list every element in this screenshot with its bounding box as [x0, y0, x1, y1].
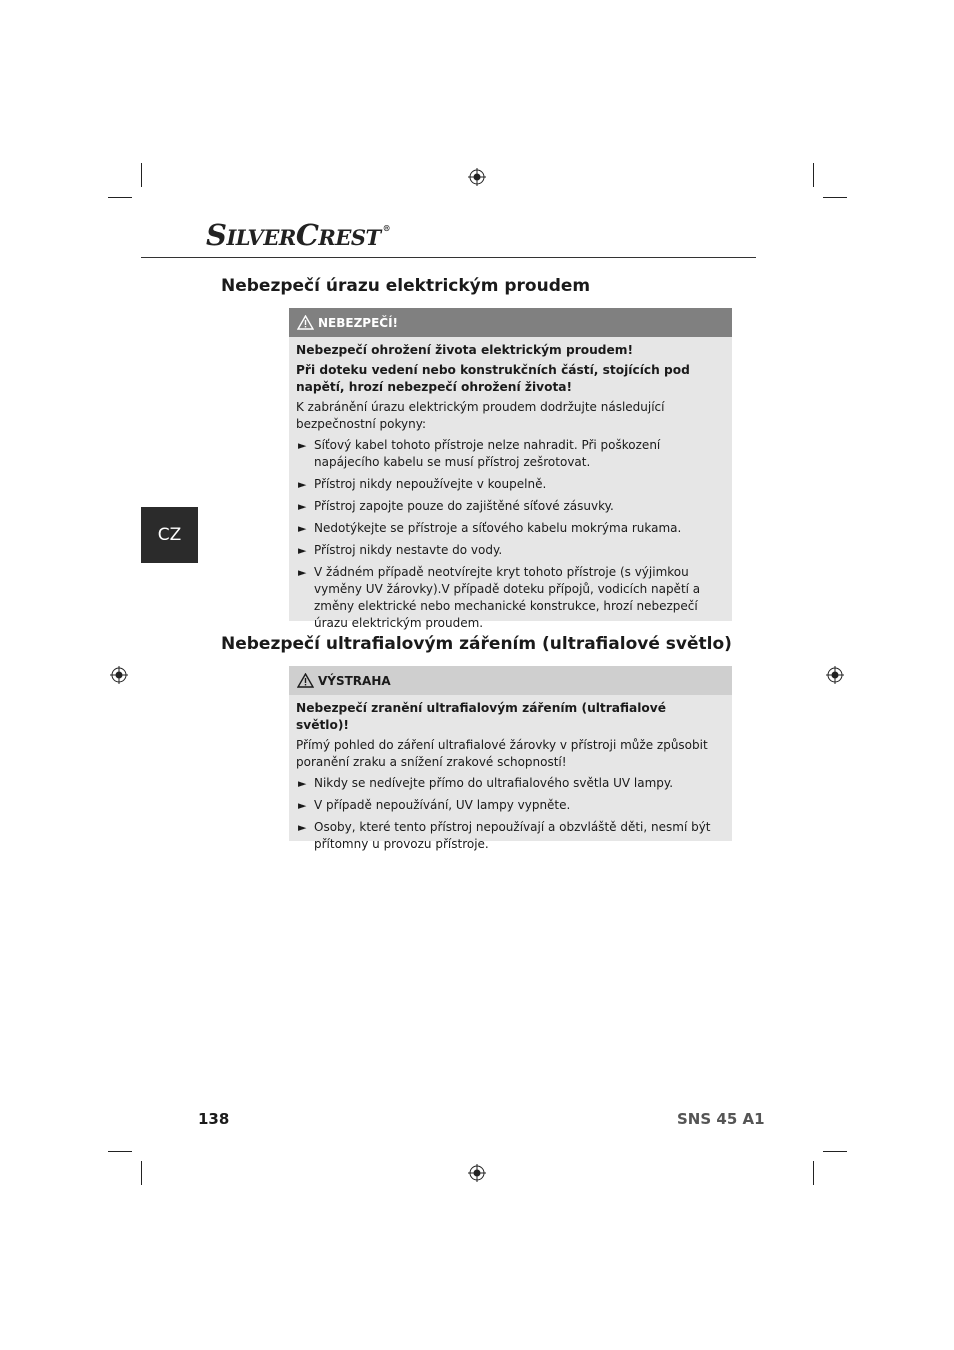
- registration-mark-icon: [110, 666, 128, 684]
- danger-box-body: [289, 337, 732, 641]
- crop-mark: [108, 1151, 132, 1152]
- list-item: [296, 437, 722, 471]
- bullet-arrow-icon: ►: [298, 566, 307, 579]
- crop-mark: [108, 197, 132, 198]
- danger-intro: K zabránění úrazu elektrickým proudem dodržujte následující bezpečnostní pokyny:: [296, 400, 665, 431]
- list-item: [296, 797, 722, 814]
- warning-box: [289, 666, 732, 851]
- list-item-text: V žádném případě neotvírejte kryt tohoto přístroje (s výjimkou vyměny UV žárovky).V případě doteku přípojů, vodicích napětí a změny elektrické nebo mechanické konstrukce, hrozí nebezpečí úrazu elektrickým proudem.: [314, 565, 701, 630]
- list-item: [296, 520, 722, 537]
- bullet-arrow-icon: ►: [298, 500, 307, 513]
- list-item-text: Síťový kabel tohoto přístroje nelze nahradit. Při poškození napájecího kabelu se musí přístroj zešrotovat.: [314, 438, 661, 469]
- list-item-text: Přístroj zapojte pouze do zajištěné síťové zásuvky.: [314, 499, 614, 513]
- crop-mark: [141, 163, 142, 187]
- list-item-text: Přístroj nikdy nepoužívejte v koupelně.: [314, 477, 547, 491]
- list-item-text: Nedotýkejte se přístroje a síťového kabelu mokrýma rukama.: [314, 521, 682, 535]
- danger-label: NEBEZPEČÍ!: [318, 315, 399, 330]
- warning-bold-line: Nebezpečí zranění ultrafialovým zářením (ultrafialové světlo)!: [296, 701, 666, 732]
- list-item: [296, 564, 722, 632]
- crop-mark: [823, 197, 847, 198]
- bullet-arrow-icon: ►: [298, 777, 307, 790]
- header-rule: [141, 257, 756, 258]
- warning-triangle-icon: [297, 315, 314, 330]
- list-item-text: Nikdy se nedívejte přímo do ultrafialového světla UV lampy.: [314, 776, 674, 790]
- list-item-text: Přístroj nikdy nestavte do vody.: [314, 543, 503, 557]
- model-number: SNS 45 A1: [677, 1110, 765, 1128]
- bullet-arrow-icon: ►: [298, 821, 307, 834]
- brand-logo: SILVERCREST ®: [206, 218, 391, 252]
- crop-mark: [823, 1151, 847, 1152]
- crop-mark: [141, 1161, 142, 1185]
- warning-triangle-icon: [297, 673, 314, 688]
- bullet-arrow-icon: ►: [298, 478, 307, 491]
- section-title-uv: Nebezpečí ultrafialovým zářením (ultrafialové světlo): [221, 634, 732, 654]
- list-item-text: Osoby, které tento přístroj nepoužívají a obzvláště děti, nesmí být přítomny u provozu přístroje.: [314, 820, 711, 851]
- bullet-arrow-icon: ►: [298, 799, 307, 812]
- danger-box-header: [289, 308, 732, 337]
- registration-mark-icon: [468, 1164, 486, 1182]
- danger-bold-line: Při doteku vedení nebo konstrukčních částí, stojících pod napětí, hrozí nebezpečí ohrožení života!: [296, 363, 690, 394]
- list-item: [296, 476, 722, 493]
- list-item: [296, 498, 722, 515]
- warning-label: VÝSTRAHA: [318, 673, 391, 688]
- crop-mark: [813, 1161, 814, 1185]
- registration-mark-icon: [826, 666, 844, 684]
- crop-mark: [813, 163, 814, 187]
- danger-box: [289, 308, 732, 630]
- bullet-arrow-icon: ►: [298, 522, 307, 535]
- bullet-arrow-icon: ►: [298, 544, 307, 557]
- list-item: [296, 775, 722, 792]
- language-tab: CZ: [141, 507, 198, 563]
- warning-intro: Přímý pohled do záření ultrafialové žárovky v přístroji může způsobit poranění zraku a snížení zrakové schopností!: [296, 738, 708, 769]
- bullet-arrow-icon: ►: [298, 439, 307, 452]
- registration-mark-icon: [468, 168, 486, 186]
- list-item-text: V případě nepoužívání, UV lampy vypněte.: [314, 798, 571, 812]
- list-item: [296, 542, 722, 559]
- warning-box-header: [289, 666, 732, 695]
- warning-box-body: [289, 695, 732, 862]
- page-number: 138: [198, 1110, 230, 1128]
- list-item: [296, 819, 722, 853]
- section-title-electric: Nebezpečí úrazu elektrickým proudem: [221, 276, 591, 296]
- danger-bold-line: Nebezpečí ohrožení života elektrickým proudem!: [296, 343, 634, 357]
